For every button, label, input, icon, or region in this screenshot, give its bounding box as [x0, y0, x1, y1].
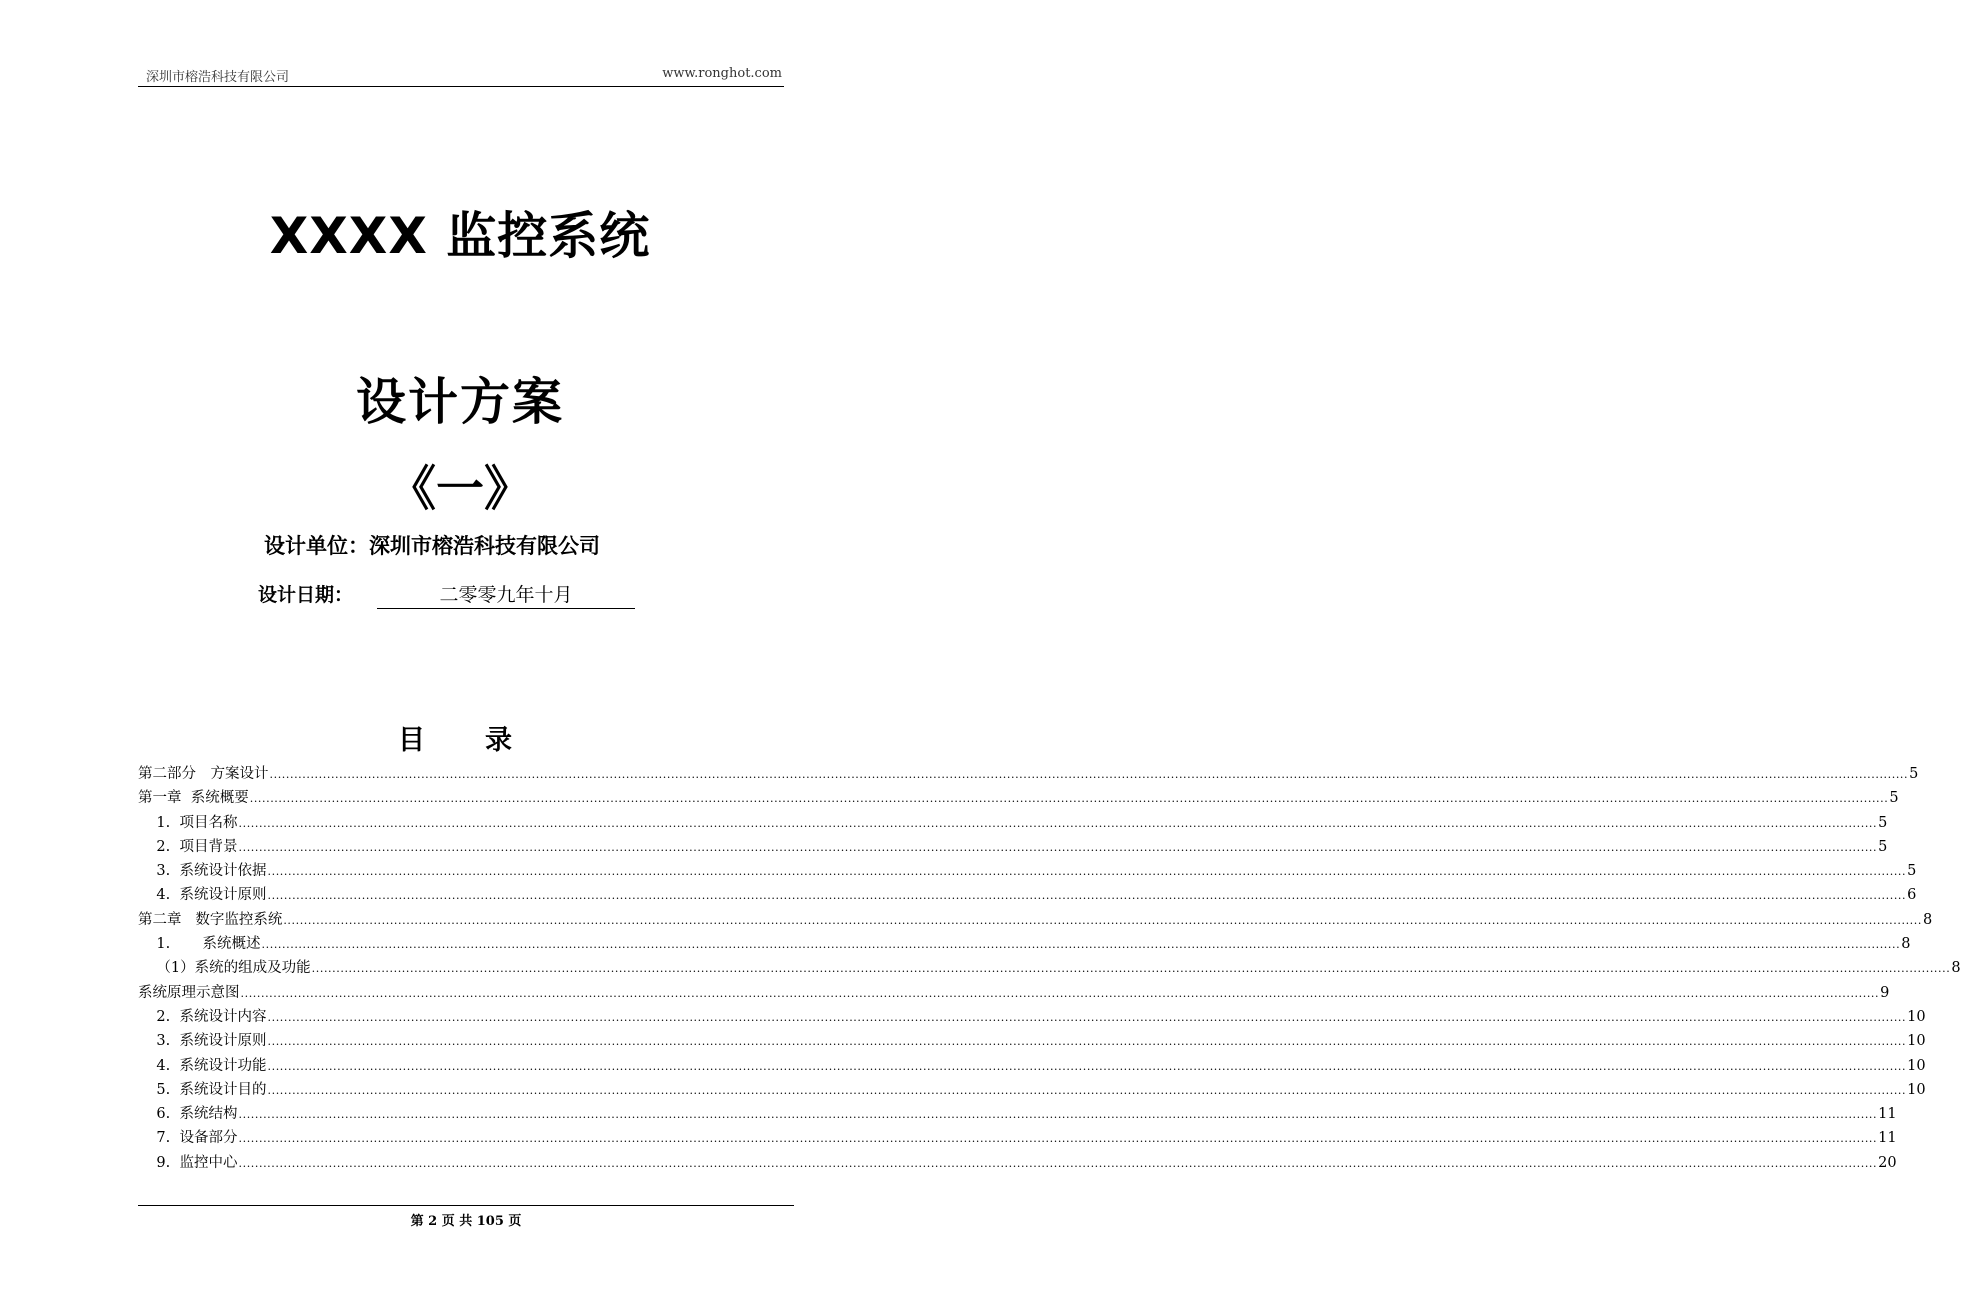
design-unit: 设计单位：深圳市榕浩科技有限公司 [264, 534, 600, 558]
toc-leader-dots: ................................................................................................................................................................................................................................................................................................................................................................................................................ [267, 1083, 1907, 1097]
document-subtitle: 设计方案 [356, 373, 564, 431]
toc-entry-label: 1. 系统概述 [138, 936, 261, 953]
table-of-contents [138, 762, 1961, 1175]
toc-entry-label: 6. 系统结构 [138, 1106, 238, 1123]
toc-entry[interactable] [138, 786, 1899, 810]
toc-leader-dots: ................................................................................................................................................................................................................................................................................................................................................................................................................ [238, 1108, 1878, 1122]
toc-entry-page: 11 [1878, 1130, 1897, 1147]
design-date-label: 设计日期： [258, 584, 354, 606]
toc-leader-dots: ................................................................................................................................................................................................................................................................................................................................................................................................................ [238, 1132, 1878, 1146]
toc-leader-dots: ................................................................................................................................................................................................................................................................................................................................................................................................................ [311, 962, 1951, 976]
toc-title [398, 718, 512, 757]
toc-entry-label: 3. 系统设计依据 [138, 863, 267, 880]
toc-entry[interactable] [138, 811, 1888, 835]
toc-leader-dots: ................................................................................................................................................................................................................................................................................................................................................................................................................ [267, 1010, 1907, 1024]
toc-leader-dots: ................................................................................................................................................................................................................................................................................................................................................................................................................ [261, 938, 1901, 952]
toc-entry[interactable] [138, 835, 1888, 859]
toc-leader-dots: ................................................................................................................................................................................................................................................................................................................................................................................................................ [267, 1059, 1907, 1073]
toc-entry-label: 4. 系统设计原则 [138, 887, 267, 904]
header-website[interactable]: www.ronghot.com [662, 66, 782, 81]
toc-entry-page: 5 [1878, 814, 1888, 831]
page-footer [138, 1205, 794, 1229]
toc-entry-label: 第二章 数字监控系统 [138, 911, 283, 928]
toc-entry-page: 8 [1951, 960, 1961, 977]
toc-entry[interactable] [138, 1078, 1926, 1102]
toc-entry-label: 第一章 系统概要 [138, 790, 249, 807]
toc-entry-label: （1）系统的组成及功能 [138, 960, 311, 977]
toc-entry[interactable] [138, 762, 1919, 786]
toc-entry-label: 系统原理示意图 [138, 984, 240, 1001]
toc-entry-page: 8 [1901, 936, 1911, 953]
toc-entry-page: 5 [1909, 766, 1919, 782]
toc-entry-page: 20 [1878, 1154, 1897, 1171]
toc-entry-label: 第二部分 方案设计 [138, 766, 269, 782]
page-number: 第 2 页 共 105 页 [410, 1214, 522, 1229]
toc-leader-dots: ................................................................................................................................................................................................................................................................................................................................................................................................................ [269, 768, 1909, 781]
toc-entry-page: 10 [1907, 1057, 1926, 1074]
toc-leader-dots: ................................................................................................................................................................................................................................................................................................................................................................................................................ [238, 840, 1878, 854]
toc-entry-page: 8 [1922, 911, 1933, 928]
toc-entry-page: 5 [1889, 790, 1899, 807]
toc-entry-label: 4. 系统设计功能 [138, 1057, 267, 1074]
volume-number: 《一》 [387, 461, 532, 517]
toc-entry-page: 6 [1907, 887, 1917, 904]
header-company: 深圳市榕浩科技有限公司 [146, 70, 290, 85]
toc-entry-page: 5 [1878, 838, 1888, 855]
toc-leader-dots: ................................................................................................................................................................................................................................................................................................................................................................................................................ [267, 1035, 1907, 1049]
toc-entry-page: 11 [1878, 1106, 1897, 1123]
design-date-value: 二零零九年十月 [377, 580, 635, 609]
toc-entry-page: 10 [1907, 1081, 1926, 1098]
document-title: XXXX 监控系统 [269, 207, 651, 265]
toc-entry[interactable] [138, 883, 1917, 907]
toc-entry-page: 10 [1907, 1033, 1926, 1050]
toc-entry[interactable] [138, 859, 1917, 883]
toc-entry[interactable] [138, 1005, 1926, 1029]
toc-entry[interactable] [138, 1102, 1897, 1126]
toc-entry-label: 3. 系统设计原则 [138, 1033, 267, 1050]
toc-entry[interactable] [138, 1126, 1897, 1150]
toc-entry[interactable] [138, 981, 1890, 1005]
toc-entry-label: 7. 设备部分 [138, 1130, 238, 1147]
page-header [138, 62, 784, 87]
toc-entry[interactable] [138, 1151, 1897, 1175]
toc-leader-dots: ................................................................................................................................................................................................................................................................................................................................................................................................................ [267, 865, 1907, 879]
design-date [258, 580, 635, 609]
toc-entry[interactable] [138, 1029, 1926, 1053]
toc-entry-label: 1. 项目名称 [138, 814, 238, 831]
toc-title-char-2: 录 [485, 725, 512, 756]
toc-entry-page: 5 [1907, 863, 1917, 880]
toc-entry[interactable] [138, 932, 1911, 956]
toc-leader-dots: ................................................................................................................................................................................................................................................................................................................................................................................................................ [238, 1156, 1878, 1170]
toc-entry-label: 2. 系统设计内容 [138, 1008, 267, 1025]
toc-entry-label: 5. 系统设计目的 [138, 1081, 267, 1098]
toc-entry[interactable] [138, 908, 1933, 932]
toc-leader-dots: ................................................................................................................................................................................................................................................................................................................................................................................................................ [283, 913, 1922, 927]
toc-entry-page: 9 [1880, 984, 1890, 1001]
toc-leader-dots: ................................................................................................................................................................................................................................................................................................................................................................................................................ [267, 889, 1907, 903]
toc-leader-dots: ................................................................................................................................................................................................................................................................................................................................................................................................................ [249, 792, 1889, 806]
toc-entry[interactable] [138, 956, 1961, 980]
toc-entry[interactable] [138, 1054, 1926, 1078]
toc-title-char-1: 目 [398, 725, 425, 756]
toc-entry-label: 2. 项目背景 [138, 838, 238, 855]
toc-leader-dots: ................................................................................................................................................................................................................................................................................................................................................................................................................ [238, 816, 1878, 830]
toc-entry-label: 9. 监控中心 [138, 1154, 238, 1171]
toc-leader-dots: ................................................................................................................................................................................................................................................................................................................................................................................................................ [240, 986, 1880, 1000]
toc-entry-page: 10 [1907, 1008, 1926, 1025]
